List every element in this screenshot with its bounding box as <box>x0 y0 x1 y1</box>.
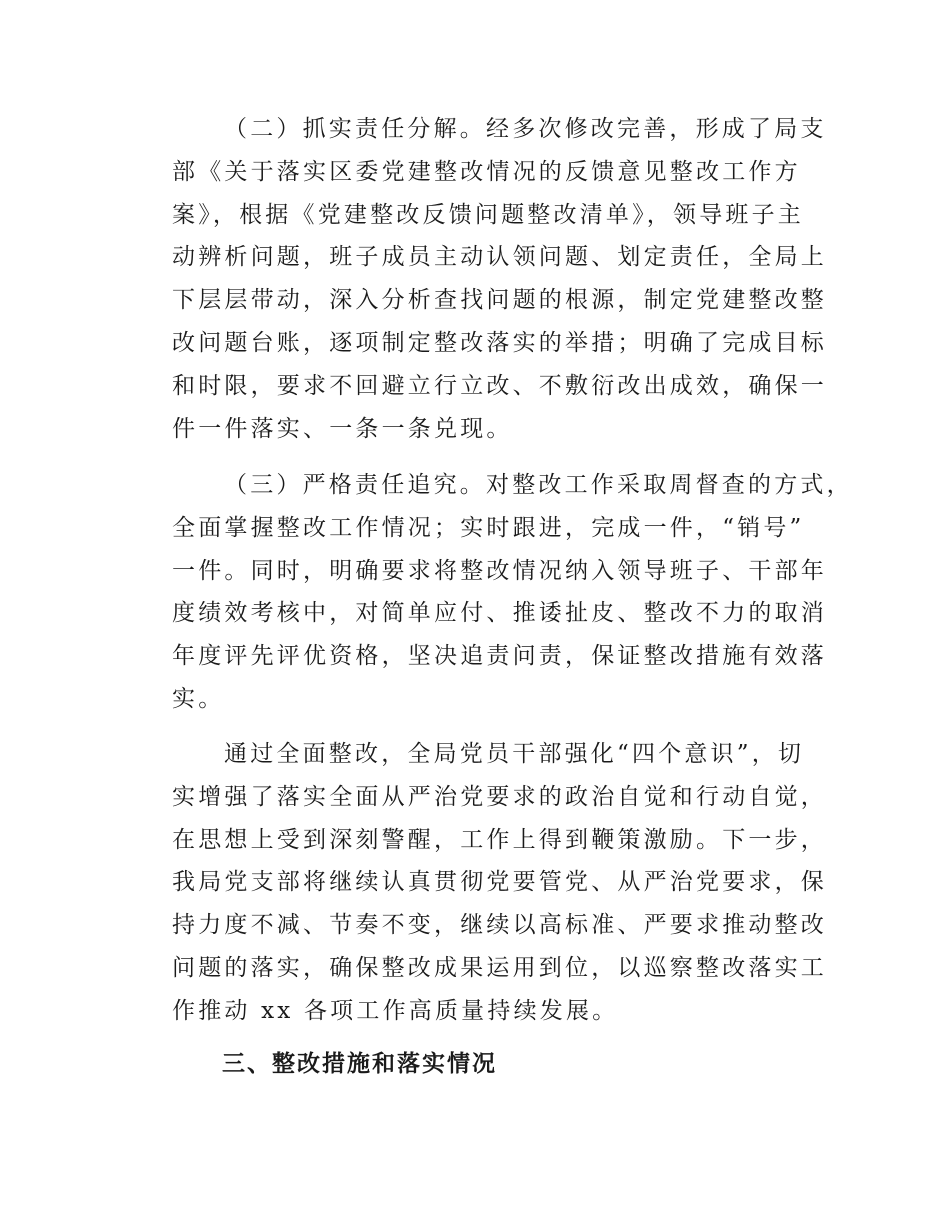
text-line: （三）严格责任追究。对整改工作采取周督查的方式， <box>224 472 853 498</box>
section-heading: 三、整改措施和落实情况 <box>222 1051 497 1077</box>
text-line: 部《关于落实区委党建整改情况的反馈意见整改工作方 <box>172 158 801 185</box>
text-line: 通过全面整改，全局党员干部强化“四个意识”，切 <box>224 741 805 767</box>
text-line: 年度评先评优资格，坚决追责问责，保证整改措施有效落 <box>172 643 827 670</box>
text-line: 我局党支部将继续认真贯彻党要管党、从严治党要求，保 <box>172 869 827 896</box>
text-line: 实。 <box>172 685 225 712</box>
text-line: 实增强了落实全面从严治党要求的政治自觉和行动自觉， <box>172 783 827 810</box>
text-line: 在思想上受到深刻警醒，工作上得到鞭策激励。下一步， <box>172 826 827 853</box>
text-line: 作推动 xx 各项工作高质量持续发展。 <box>172 997 619 1024</box>
text-line: （二）抓实责任分解。经多次修改完善，形成了局支 <box>224 116 827 142</box>
text-line: 全面掌握整改工作情况；实时跟进，完成一件，“销号” <box>172 514 805 541</box>
text-line: 下层层带动，深入分析查找问题的根源，制定党建整改整 <box>172 287 827 314</box>
text-line: 问题的落实，确保整改成果运用到位，以巡察整改落实工 <box>172 954 827 981</box>
text-line: 案》，根据《党建整改反馈问题整改清单》，领导班子主 <box>172 201 804 228</box>
text-line: 度绩效考核中，对简单应付、推诿扯皮、整改不力的取消 <box>172 600 827 627</box>
text-line: 件一件落实、一条一条兑现。 <box>172 415 513 442</box>
text-line: 一件。同时，明确要求将整改情况纳入领导班子、干部年 <box>172 557 827 584</box>
paragraph-responsibility-breakdown <box>172 108 827 450</box>
text-line: 和时限，要求不回避立行立改、不敷衍改出成效，确保一 <box>172 372 827 399</box>
paragraph-summary <box>172 733 827 1033</box>
text-line: 动辨析问题，班子成员主动认领问题、划定责任，全局上 <box>172 244 827 271</box>
text-line: 持力度不减、节奏不变，继续以高标准、严要求推动整改 <box>172 912 827 939</box>
paragraph-accountability <box>172 464 853 721</box>
text-line: 改问题台账，逐项制定整改落实的举措；明确了完成目标 <box>172 329 827 356</box>
